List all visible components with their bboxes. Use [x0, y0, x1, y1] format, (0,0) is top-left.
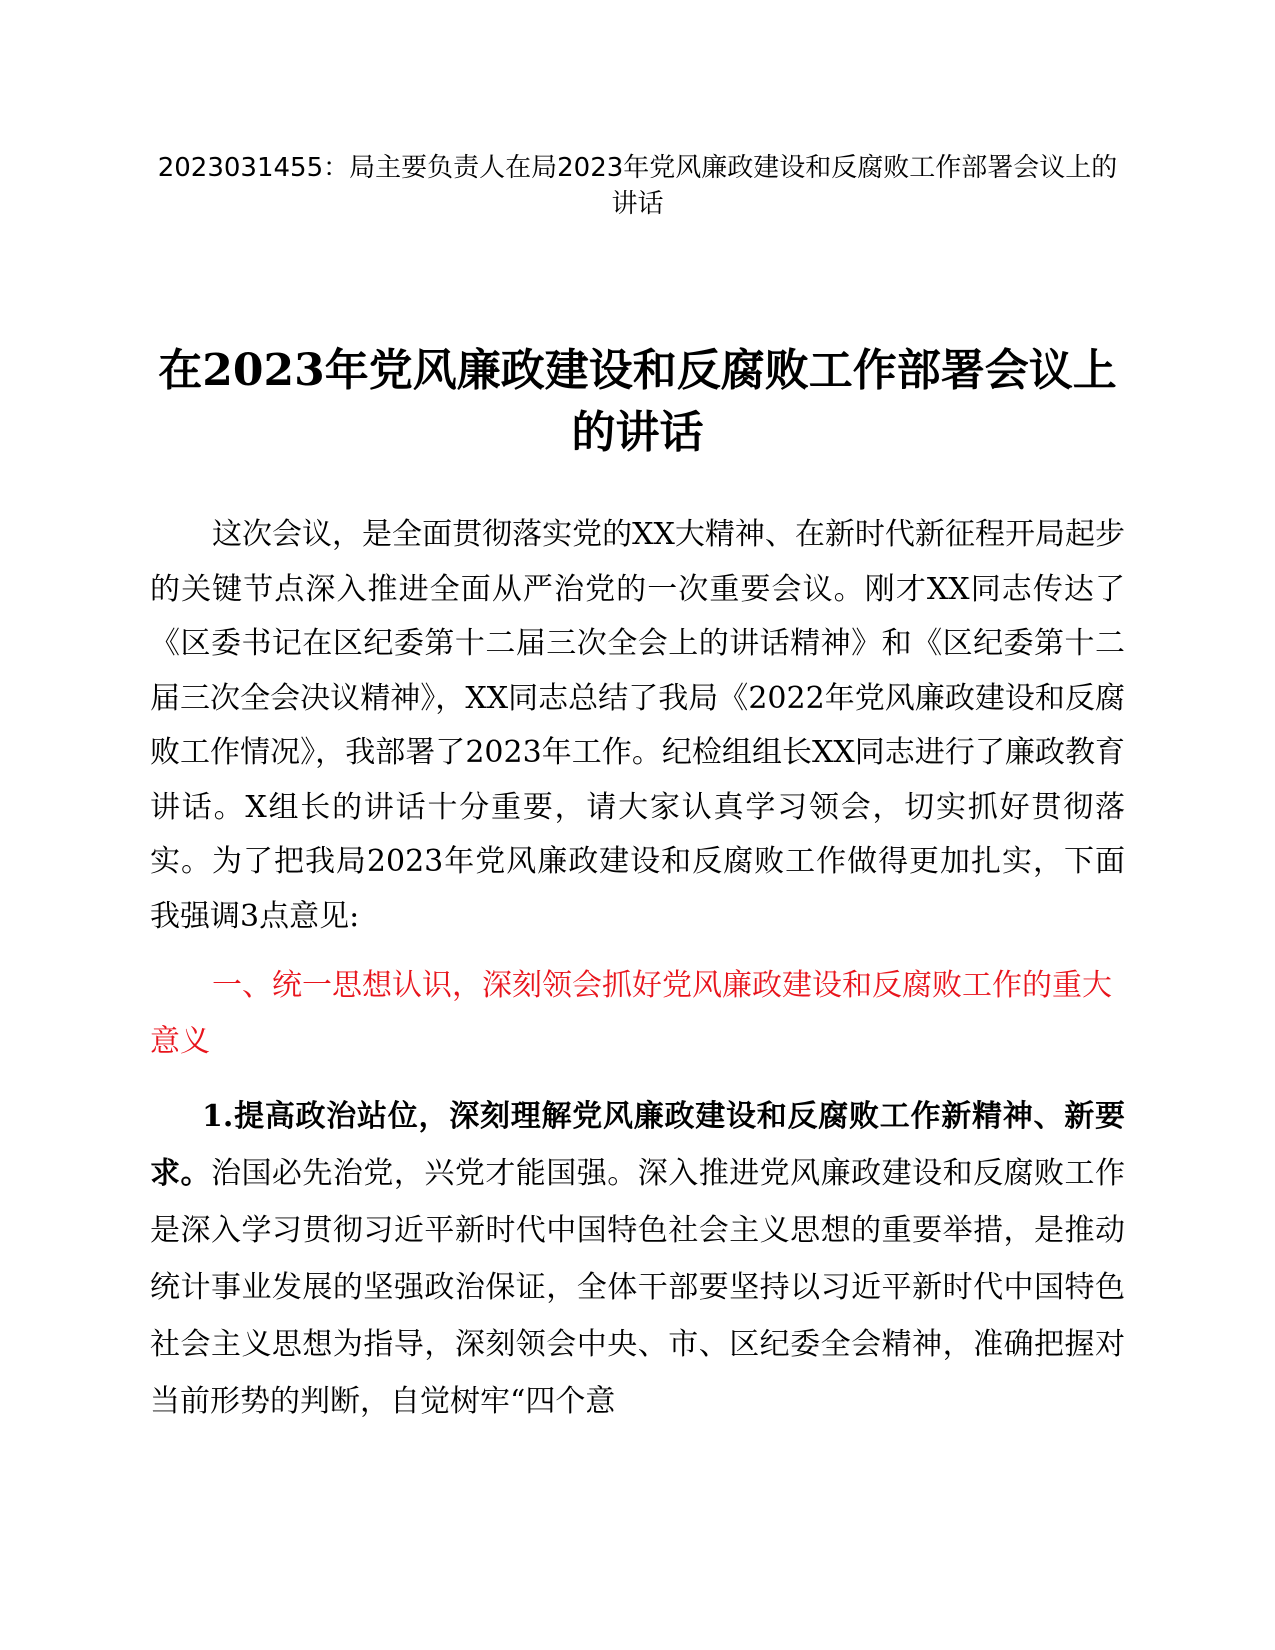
paragraph-intro: 这次会议，是全面贯彻落实党的XX大精神、在新时代新征程开局起步的关键节点深入推进全面从严治党的一次重要会议。刚才XX同志传达了《区委书记在区纪委第十二届三次全会上的讲话精神》和《区纪委第十二届三次全会决议精神》，XX同志总结了我局《2022年党风廉政建设和反腐败工作情况》，我部署了2023年工作。纪检组组长XX同志进行了廉政教育讲话。X组长的讲话十分重要，请大家认真学习领会，切实抓好贯彻落实。为了把我局2023年党风廉政建设和反腐败工作做得更加扎实，下面我强调3点意见: — [150, 517, 1125, 934]
document-title: 在2023年党风廉政建设和反腐败工作部署会议上的讲话 — [158, 345, 1117, 458]
section-heading-1: 一、统一思想认识，深刻领会抓好党风廉政建设和反腐败工作的重大意义 — [150, 968, 1112, 1059]
paragraph-point-1-lead: 1.提高政治站位，深刻理解党风廉政建设和反腐败工作新精神、新要求。 — [150, 1099, 1125, 1191]
paragraph-point-1 — [150, 1088, 1125, 1430]
document-page — [150, 0, 1125, 1650]
document-header: 2023031455：局主要负责人在局2023年党风廉政建设和反腐败工作部署会议上的讲话 — [157, 153, 1118, 219]
paragraph-point-1-body: 治国必先治党，兴党才能国强。深入推进党风廉政建设和反腐败工作是深入学习贯彻习近平新时代中国特色社会主义思想的重要举措，是推动统计事业发展的坚强政治保证，全体干部要坚持以习近平新时代中国特色社会主义思想为指导，深刻领会中央、市、区纪委全会精神，准确把握对当前形势的判断，自觉树牢“四个意 — [150, 1156, 1126, 1419]
